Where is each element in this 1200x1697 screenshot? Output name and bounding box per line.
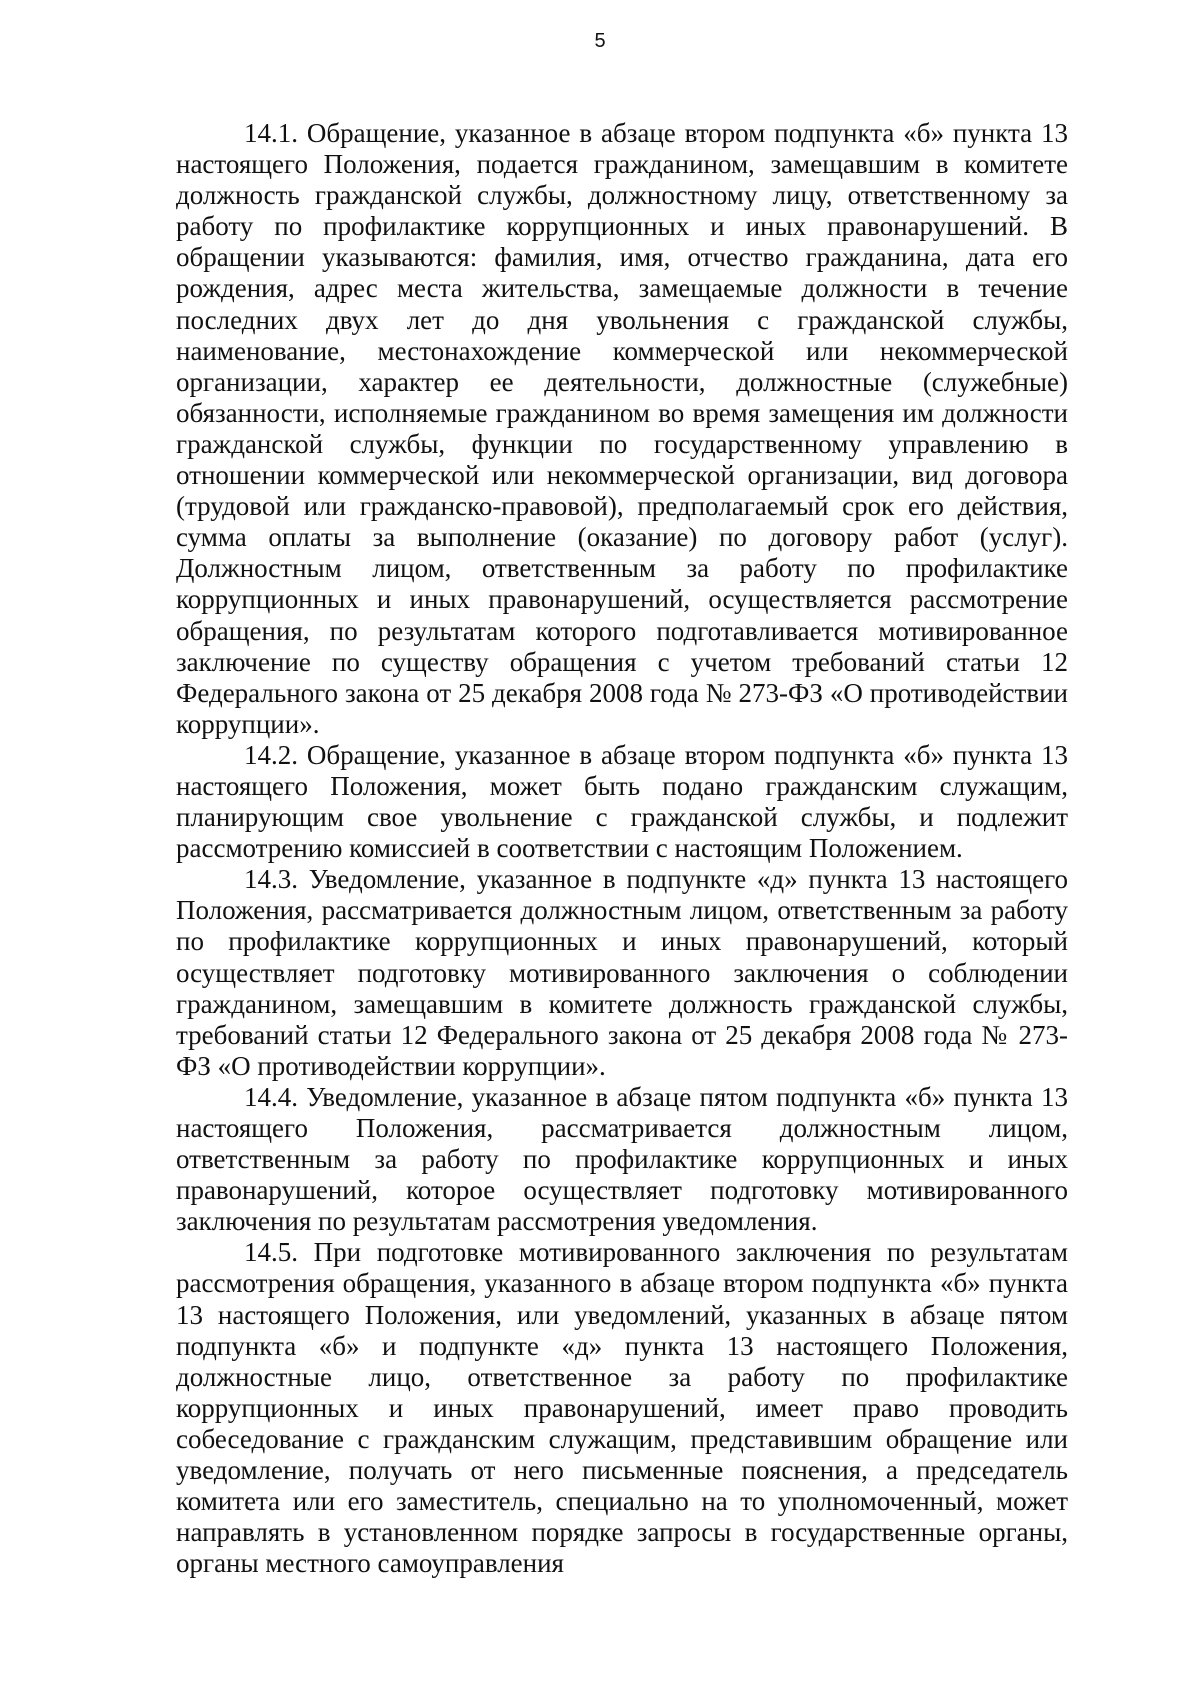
page-number: 5 bbox=[594, 30, 606, 52]
paragraph-14-4: 14.4. Уведомление, указанное в абзаце пятом подпункта «б» пункта 13 настоящего Положения, рассматривается должностным лицом, ответственным за работу по профилактике коррупционных и иных правонарушений, которое осуществляет подготовку мотивированного заключения по результатам рассмотрения уведомления. bbox=[176, 1081, 1068, 1237]
paragraph-14-2: 14.2. Обращение, указанное в абзаце втором подпункта «б» пункта 13 настоящего Положения, может быть подано гражданским служащим, планирующим свое увольнение с гражданской службы, и подлежит рассмотрению комиссией в соответствии с настоящим Положением. bbox=[176, 739, 1068, 864]
document-body bbox=[176, 118, 1068, 1579]
paragraph-14-3: 14.3. Уведомление, указанное в подпункте «д» пункта 13 настоящего Положения, рассматривается должностным лицом, ответственным за работу по профилактике коррупционных и иных правонарушений, который осуществляет подготовку мотивированного заключения о соблюдении гражданином, замещавшим в комитете должность гражданской службы, требований статьи 12 Федерального закона от 25 декабря 2008 года № 273-ФЗ «О противодействии коррупции». bbox=[176, 864, 1068, 1081]
paragraph-14-5: 14.5. При подготовке мотивированного заключения по результатам рассмотрения обращения, указанного в абзаце втором подпункта «б» пункта 13 настоящего Положения, или уведомлений, указанных в абзаце пятом подпункта «б» и подпункте «д» пункта 13 настоящего Положения, должностные лицо, ответственное за работу по профилактике коррупционных и иных правонарушений, имеет право проводить собеседование с гражданским служащим, представившим обращение или уведомление, получать от него письменные пояснения, а председатель комитета или его заместитель, специально на то уполномоченный, может направлять в установленном порядке запросы в государственные органы, органы местного самоуправления bbox=[176, 1237, 1068, 1579]
paragraph-14-1: 14.1. Обращение, указанное в абзаце втором подпункта «б» пункта 13 настоящего Положения, подается гражданином, замещавшим в комитете должность гражданской службы, должностному лицу, ответственному за работу по профилактике коррупционных и иных правонарушений. В обращении указываются: фамилия, имя, отчество гражданина, дата его рождения, адрес места жительства, замещаемые должности в течение последних двух лет до дня увольнения с гражданской службы, наименование, местонахождение коммерческой или некоммерческой организации, характер ее деятельности, должностные (служебные) обязанности, исполняемые гражданином во время замещения им должности гражданской службы, функции по государственному управлению в отношении коммерческой или некоммерческой организации, вид договора (трудовой или гражданско-правовой), предполагаемый срок его действия, сумма оплаты за выполнение (оказание) по договору работ (услуг). Должностным лицом, ответственным за работу по профилактике коррупционных и иных правонарушений, осуществляется рассмотрение обращения, по результатам которого подготавливается мотивированное заключение по существу обращения с учетом требований статьи 12 Федерального закона от 25 декабря 2008 года № 273-ФЗ «О противодействии коррупции». bbox=[176, 118, 1068, 739]
